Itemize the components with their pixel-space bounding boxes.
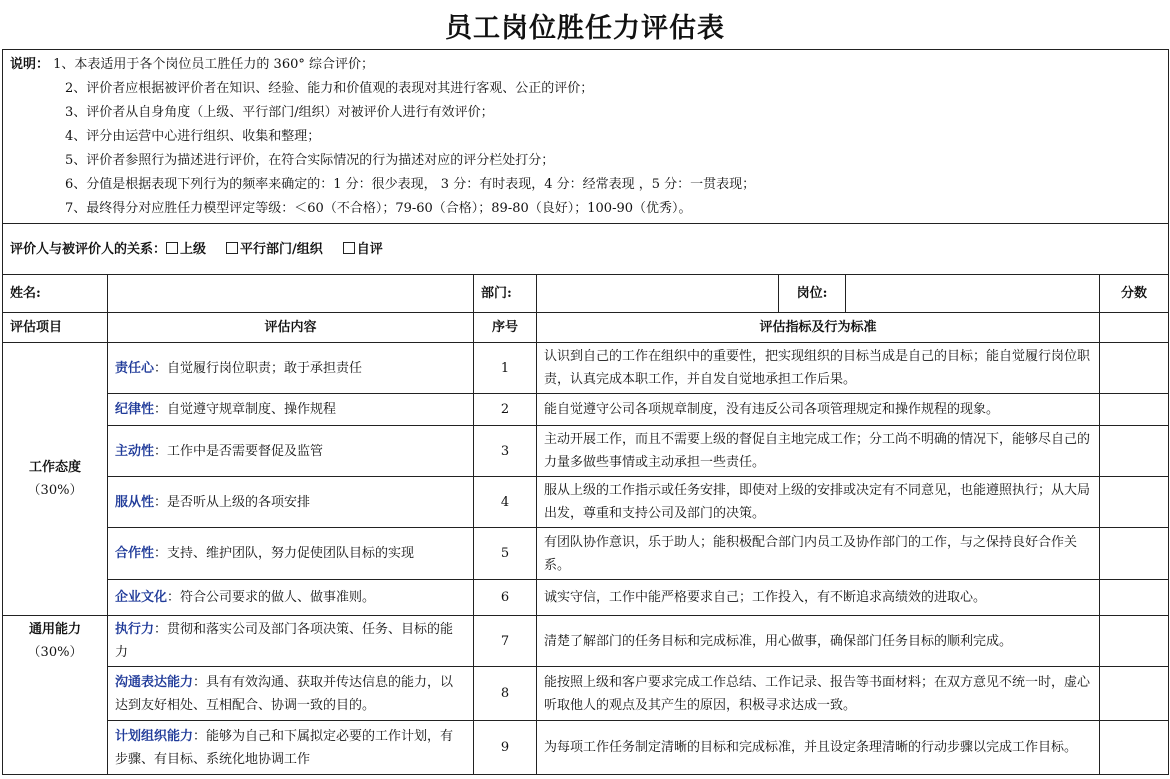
criteria-cell: 主动开展工作，而且不需要上级的督促自主地完成工作；分工尚不明确的情况下，能够尽自己的力量多做些事情或主动承担一些责任。: [537, 426, 1100, 477]
table-row: [3, 426, 1169, 477]
content-term: 责任心: [115, 360, 155, 376]
content-desc: ：能够为自己和下属拟定必要的工作计划，有步骤、有目标、系统化地协调工作: [115, 728, 454, 767]
content-desc: ：工作中是否需要督促及监管: [154, 443, 324, 459]
score-input-cell[interactable]: [1100, 343, 1169, 394]
notes-section: [3, 50, 1169, 224]
content-desc: ：自觉履行岗位职责；敢于承担责任: [154, 360, 363, 376]
header-score-blank: [1100, 313, 1169, 343]
content-term: 执行力: [115, 622, 155, 637]
content-cell: [108, 667, 474, 721]
relation-option-label: 平行部门/组织: [240, 241, 323, 257]
criteria-cell: 有团队协作意识，乐于助人；能积极配合部门内员工及协作部门的工作，与之保持良好合作关系。: [537, 528, 1100, 580]
note-line: 6、分值是根据表现下列行为的频率来确定的：1 分：很少表现， 3 分：有时表现，4 分：经常表现 ，5 分：一贯表现；: [65, 177, 756, 192]
table-row: [3, 394, 1169, 426]
relation-option-label: 上级: [180, 241, 207, 257]
content-term: 企业文化: [115, 590, 168, 605]
table-row: [3, 343, 1169, 394]
info-row: [3, 275, 1169, 313]
position-field[interactable]: [846, 275, 1100, 313]
position-label: 岗位:: [779, 275, 846, 313]
relation-label: 评价人与被评价人的关系：: [10, 241, 167, 257]
relation-row: [3, 224, 1169, 275]
relation-cell: [3, 224, 1169, 275]
seq-cell: 8: [474, 667, 537, 721]
score-input-cell[interactable]: [1100, 667, 1169, 721]
seq-cell: 4: [474, 477, 537, 528]
content-desc: ：支持、维护团队，努力促使团队目标的实现: [154, 546, 415, 561]
content-cell: [108, 426, 474, 477]
note-line: 7、最终得分对应胜任力模型评定等级：＜60（不合格）；79-60（合格）；89-80（良好）；100-90（优秀）。: [65, 201, 692, 216]
note-line: [10, 53, 1161, 77]
note-line: 4、评分由运营中心进行组织、收集和整理；: [65, 129, 321, 144]
seq-cell: 2: [474, 394, 537, 426]
content-term: 服从性: [115, 494, 155, 510]
category-weight: （30%）: [27, 645, 83, 660]
criteria-cell: 能自觉遵守公司各项规章制度，没有违反公司各项管理规定和操作规程的现象。: [537, 394, 1100, 426]
content-desc: ：自觉遵守规章制度、操作规程: [154, 402, 337, 417]
header-item: 评估项目: [3, 313, 108, 343]
criteria-cell: 服从上级的工作指示或任务安排，即使对上级的安排或决定有不同意见，也能遵照执行；从大局出发，尊重和支持公司及部门的决策。: [537, 477, 1100, 528]
criteria-cell: 为每项工作任务制定清晰的目标和完成标准，并且设定条理清晰的行动步骤以完成工作目标。: [537, 721, 1100, 775]
relation-option-self[interactable]: [343, 242, 383, 257]
name-label: 姓名:: [3, 275, 108, 313]
relation-option-peer-department[interactable]: [226, 242, 323, 257]
score-input-cell[interactable]: [1100, 580, 1169, 616]
dept-field[interactable]: [537, 275, 779, 313]
score-input-cell[interactable]: [1100, 426, 1169, 477]
name-field[interactable]: [108, 275, 474, 313]
category-name: 工作态度: [28, 460, 81, 475]
content-cell: [108, 477, 474, 528]
content-desc: ：具有有效沟通、获取并传达信息的能力，以达到友好相处、互相配合、协调一致的目的。: [115, 674, 454, 713]
evaluation-form-table: [2, 49, 1169, 775]
seq-cell: 9: [474, 721, 537, 775]
checkbox-icon[interactable]: [166, 242, 178, 254]
content-term: 沟通表达能力: [115, 674, 194, 690]
table-row: [3, 616, 1169, 667]
checkbox-icon[interactable]: [226, 242, 238, 254]
score-input-cell[interactable]: [1100, 477, 1169, 528]
content-cell: [108, 721, 474, 775]
score-input-cell[interactable]: [1100, 528, 1169, 580]
category-name: 通用能力: [28, 622, 81, 637]
score-label: 分数: [1100, 275, 1169, 313]
content-cell: [108, 528, 474, 580]
criteria-cell: 能按照上级和客户要求完成工作总结、工作记录、报告等书面材料；在双方意见不统一时，虚心听取他人的观点及其产生的原因，积极寻求达成一致。: [537, 667, 1100, 721]
score-input-cell[interactable]: [1100, 616, 1169, 667]
note-text: 1、本表适用于各个岗位员工胜任力的 360° 综合评价；: [53, 57, 375, 72]
content-term: 纪律性: [115, 402, 155, 417]
seq-cell: 5: [474, 528, 537, 580]
notes-row: [3, 50, 1169, 224]
relation-option-superior[interactable]: [166, 242, 206, 257]
seq-cell: 6: [474, 580, 537, 616]
content-cell: [108, 343, 474, 394]
seq-cell: 7: [474, 616, 537, 667]
score-input-cell[interactable]: [1100, 721, 1169, 775]
category-cell: [3, 343, 108, 616]
dept-label: 部门:: [474, 275, 537, 313]
notes-label: 说明：: [10, 57, 50, 72]
category-cell: [3, 616, 108, 775]
table-row: [3, 528, 1169, 580]
table-row: [3, 477, 1169, 528]
relation-option-label: 自评: [356, 241, 383, 257]
criteria-cell: 认识到自己的工作在组织中的重要性，把实现组织的目标当成是自己的目标；能自觉履行岗位职责，认真完成本职工作，并自发自觉地承担工作后果。: [537, 343, 1100, 394]
content-desc: ：贯彻和落实公司及部门各项决策、任务、目标的能力: [115, 622, 454, 660]
note-line: 5、评价者参照行为描述进行评价，在符合实际情况的行为描述对应的评分栏处打分；: [65, 153, 555, 168]
checkbox-icon[interactable]: [343, 242, 355, 254]
category-weight: （30%）: [27, 483, 83, 498]
content-desc: ：符合公司要求的做人、做事准则。: [167, 590, 376, 605]
content-desc: ：是否听从上级的各项安排: [154, 494, 311, 510]
content-cell: [108, 580, 474, 616]
criteria-cell: 诚实守信，工作中能严格要求自己；工作投入，有不断追求高绩效的进取心。: [537, 580, 1100, 616]
seq-cell: 3: [474, 426, 537, 477]
table-row: [3, 721, 1169, 775]
table-row: [3, 580, 1169, 616]
seq-cell: 1: [474, 343, 537, 394]
criteria-cell: 清楚了解部门的任务目标和完成标准，用心做事，确保部门任务目标的顺利完成。: [537, 616, 1100, 667]
content-term: 合作性: [115, 546, 155, 561]
content-cell: [108, 616, 474, 667]
score-input-cell[interactable]: [1100, 394, 1169, 426]
header-row: [3, 313, 1169, 343]
note-line: 3、评价者从自身角度（上级、平行部门/组织）对被评价人进行有效评价；: [65, 105, 494, 120]
header-content: 评估内容: [108, 313, 474, 343]
note-line: 2、评价者应根据被评价者在知识、经验、能力和价值观的表现对其进行客观、公正的评价；: [65, 81, 594, 96]
form-title: 员工岗位胜任力评估表: [445, 13, 725, 44]
header-seq: 序号: [474, 313, 537, 343]
table-row: [3, 667, 1169, 721]
content-term: 计划组织能力: [115, 728, 194, 744]
content-cell: [108, 394, 474, 426]
content-term: 主动性: [115, 443, 155, 459]
header-criteria: 评估指标及行为标准: [537, 313, 1100, 343]
